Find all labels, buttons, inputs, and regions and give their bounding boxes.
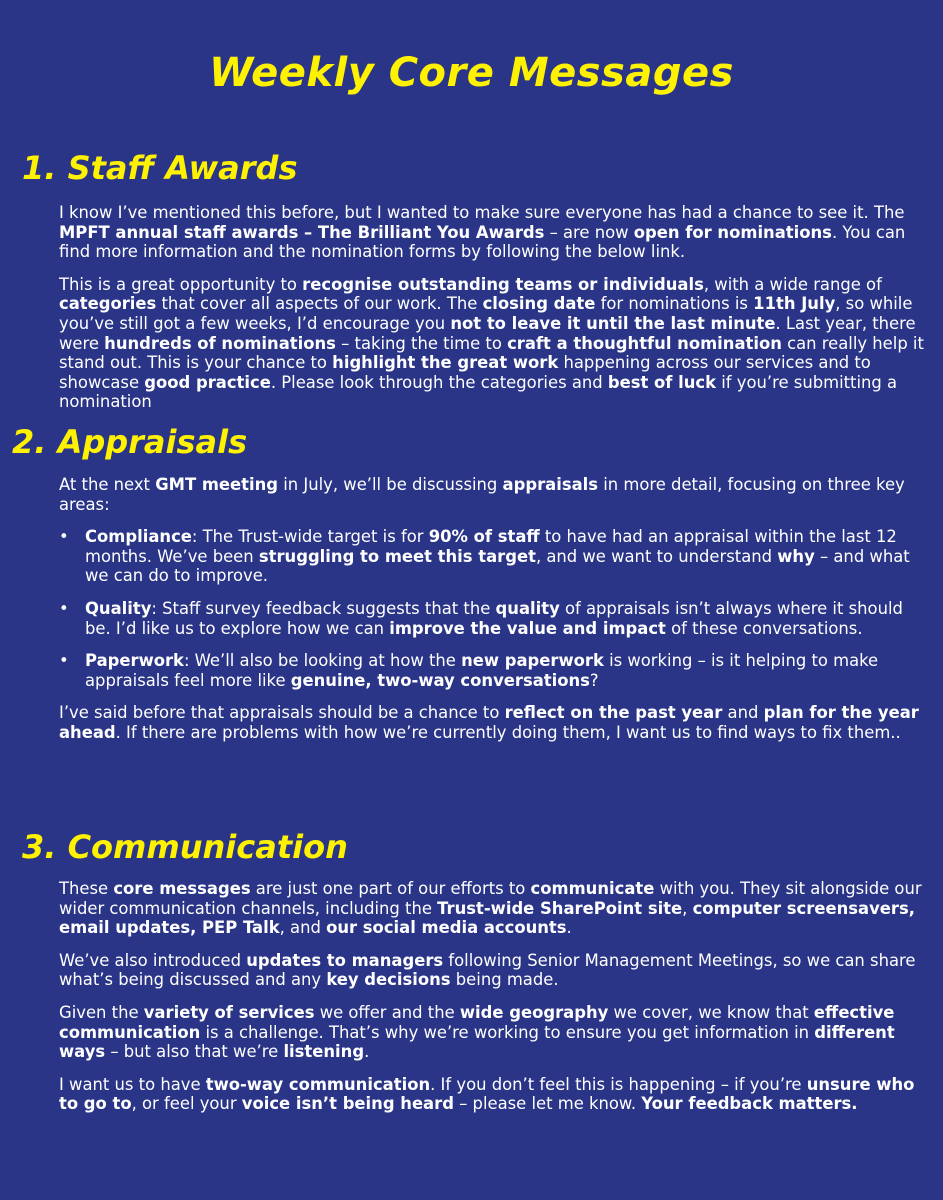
text-run: . bbox=[364, 1042, 370, 1062]
bold-text: hundreds of nominations bbox=[104, 333, 336, 353]
list-item bbox=[59, 599, 931, 638]
text-run: At the next bbox=[59, 475, 156, 494]
bold-text: variety of services bbox=[143, 1002, 315, 1022]
bullet-text bbox=[85, 527, 910, 585]
text-run: is a challenge. That’s why we’re working to ensure you get information in bbox=[200, 1022, 815, 1042]
bullet-text bbox=[85, 651, 878, 690]
text-run: : We’ll also be looking at how the bbox=[183, 651, 462, 671]
text-run: – and what we can do to improve. bbox=[85, 546, 910, 586]
bold-text: 11th July bbox=[753, 294, 836, 314]
text-run: Given the bbox=[59, 1002, 144, 1022]
text-run: ? bbox=[589, 670, 599, 690]
bold-text: plan for the year ahead bbox=[59, 703, 919, 742]
bold-text: closing date bbox=[482, 294, 596, 314]
communication-paragraph bbox=[59, 951, 931, 990]
text-run: for nominations is bbox=[595, 294, 754, 314]
bold-text: Quality bbox=[85, 598, 152, 618]
bold-text: recognise outstanding teams or individuals bbox=[302, 274, 704, 294]
bold-text: genuine, two-way conversations bbox=[290, 670, 590, 690]
bold-text: open for nominations bbox=[633, 222, 832, 242]
bold-text: good practice bbox=[144, 372, 271, 392]
bold-text: improve the value and impact bbox=[389, 618, 666, 638]
bold-text: different ways bbox=[59, 1022, 895, 1062]
bold-text: key decisions bbox=[326, 970, 451, 990]
bold-text: reflect on the past year bbox=[504, 703, 723, 723]
text-run: happening across our services and to showcase bbox=[59, 353, 871, 392]
text-run: being made. bbox=[450, 970, 559, 990]
text-run: – taking the time to bbox=[335, 333, 508, 353]
bold-text: communicate bbox=[530, 879, 655, 898]
text-run: are just one part of our efforts to bbox=[250, 879, 531, 898]
text-run: , and we want to understand bbox=[535, 546, 778, 566]
text-run: – are now bbox=[544, 222, 634, 242]
text-run: . bbox=[566, 918, 572, 938]
bold-text: listening bbox=[283, 1042, 365, 1062]
bold-text: Paperwork bbox=[85, 651, 184, 671]
text-run: We’ve also introduced bbox=[59, 950, 247, 970]
bold-text: computer screensavers, email updates, PEP Talk bbox=[59, 898, 915, 938]
heading-appraisals: 2. Appraisals bbox=[12, 423, 248, 461]
text-run: of these conversations. bbox=[665, 618, 863, 638]
text-run: : The Trust-wide target is for bbox=[191, 527, 429, 547]
bold-text: struggling to meet this target bbox=[258, 546, 536, 566]
bold-text: core messages bbox=[113, 879, 251, 898]
text-run: in more detail, focusing on three key areas: bbox=[59, 475, 905, 514]
text-run: we offer and the bbox=[314, 1002, 460, 1022]
text-run: I know I’ve mentioned this before, but I wanted to make sure everyone has had a chance to see it. The bbox=[59, 203, 905, 222]
text-run: in July, we’ll be discussing bbox=[278, 475, 503, 494]
text-run: – please let me know. bbox=[453, 1094, 642, 1114]
text-run: These bbox=[59, 879, 114, 898]
bold-text: MPFT annual staff awards – The Brilliant You Awards bbox=[59, 222, 545, 242]
text-run: if you’re submitting a nomination bbox=[59, 372, 898, 412]
bold-text: updates to managers bbox=[246, 950, 444, 970]
bold-text: unsure who to go to bbox=[59, 1074, 915, 1114]
text-run: . Please look through the categories and bbox=[270, 372, 608, 392]
staff-awards-paragraph bbox=[59, 203, 931, 262]
appraisals-outro bbox=[59, 703, 931, 742]
text-run: I want us to have bbox=[59, 1074, 206, 1094]
bold-text: Your feedback matters. bbox=[641, 1094, 858, 1114]
text-run: we cover, we know that bbox=[608, 1002, 814, 1022]
bold-text: highlight the great work bbox=[332, 353, 559, 373]
list-item bbox=[59, 651, 931, 690]
bullet-icon: • bbox=[59, 651, 69, 671]
bold-text: Trust-wide SharePoint site bbox=[437, 898, 683, 918]
text-run: following Senior Management Meetings, so we can share what’s being discussed and any bbox=[59, 950, 916, 990]
text-run: with you. They sit alongside our wider communication channels, including the bbox=[59, 879, 922, 918]
text-run: : Staff survey feedback suggests that the bbox=[151, 598, 496, 618]
heading-communication: 3. Communication bbox=[22, 828, 348, 866]
appraisals-bullet-list bbox=[59, 527, 931, 690]
appraisals-intro bbox=[59, 475, 931, 514]
text-run: and bbox=[722, 703, 764, 723]
bold-text: quality bbox=[495, 598, 560, 618]
bold-text: why bbox=[777, 546, 815, 566]
text-run: , bbox=[682, 898, 693, 918]
communication-paragraph bbox=[59, 1075, 931, 1114]
text-run: I’ve said before that appraisals should be a chance to bbox=[59, 703, 505, 723]
communication-paragraph bbox=[59, 1003, 931, 1062]
staff-awards-paragraph bbox=[59, 275, 931, 412]
text-run: that cover all aspects of our work. The bbox=[156, 294, 483, 314]
bold-text: voice isn’t being heard bbox=[241, 1094, 454, 1114]
bold-text: our social media accounts bbox=[326, 918, 567, 938]
text-run: can really help it stand out. This is your chance to bbox=[59, 333, 924, 373]
text-run: . If you don’t feel this is happening – if you’re bbox=[430, 1074, 807, 1094]
bullet-text bbox=[85, 599, 903, 638]
bold-text: Compliance bbox=[85, 527, 192, 547]
bold-text: two-way communication bbox=[205, 1074, 431, 1094]
bold-text: 90% of staff bbox=[428, 527, 540, 547]
page-title: Weekly Core Messages bbox=[209, 50, 734, 96]
section-appraisals bbox=[59, 475, 931, 756]
heading-staff-awards: 1. Staff Awards bbox=[22, 149, 298, 187]
text-run: , so while you’ve still got a few weeks, I’d encourage you bbox=[59, 294, 913, 333]
bold-text: appraisals bbox=[502, 475, 599, 494]
text-run: of appraisals isn’t always where it should be. I’d like us to explore how we can bbox=[85, 598, 903, 638]
bold-text: effective communication bbox=[59, 1002, 895, 1042]
text-run: , and bbox=[279, 918, 327, 938]
bold-text: new paperwork bbox=[461, 651, 604, 671]
text-run: , with a wide range of bbox=[703, 274, 882, 294]
bold-text: best of luck bbox=[607, 372, 717, 392]
text-run: is working – is it helping to make appraisals feel more like bbox=[85, 651, 879, 690]
section-staff-awards bbox=[59, 203, 931, 425]
bullet-icon: • bbox=[59, 527, 69, 547]
bold-text: categories bbox=[59, 294, 157, 314]
bold-text: GMT meeting bbox=[155, 475, 279, 494]
bold-text: not to leave it until the last minute bbox=[450, 313, 776, 333]
list-item bbox=[59, 527, 931, 586]
text-run: This is a great opportunity to bbox=[59, 274, 303, 294]
bold-text: wide geography bbox=[459, 1002, 609, 1022]
section-communication bbox=[59, 879, 931, 1127]
text-run: . You can find more information and the nomination forms by following the below link. bbox=[59, 222, 906, 262]
communication-paragraph bbox=[59, 879, 931, 938]
text-run: . If there are problems with how we’re currently doing them, I want us to find ways to fix them.. bbox=[115, 722, 901, 742]
bold-text: craft a thoughtful nomination bbox=[507, 333, 782, 353]
text-run: . Last year, there were bbox=[59, 313, 916, 353]
text-run: – but also that we’re bbox=[105, 1042, 284, 1062]
bullet-icon: • bbox=[59, 598, 69, 618]
text-run: to have had an appraisal within the last 12 months. We’ve been bbox=[85, 527, 897, 566]
text-run: , or feel your bbox=[131, 1094, 242, 1114]
